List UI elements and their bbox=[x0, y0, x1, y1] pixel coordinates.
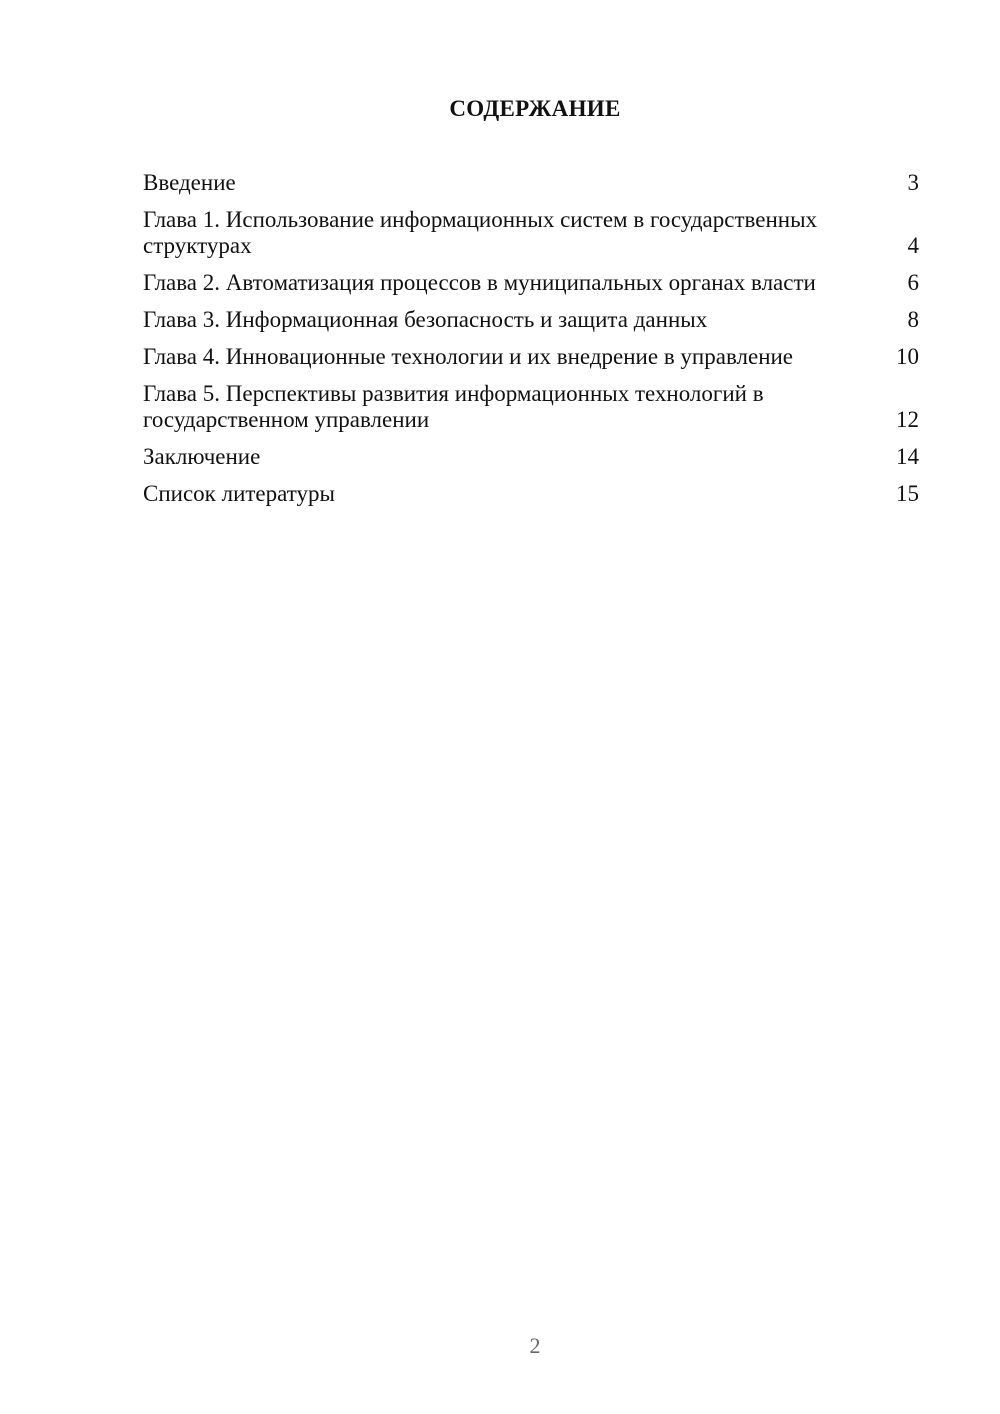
toc-entry-page: 8 bbox=[907, 307, 919, 332]
toc-entry-page: 3 bbox=[907, 170, 919, 195]
toc-entry-label: Глава 4. Инновационные технологии и их внедрение в управление bbox=[143, 344, 794, 369]
page-number: 2 bbox=[529, 1333, 541, 1358]
page-title: СОДЕРЖАНИЕ bbox=[449, 96, 621, 121]
toc-entry-label: Глава 5. Перспективы развития информационных технологий в государственном управлении bbox=[143, 381, 764, 432]
toc-entry-chapter-4 bbox=[143, 344, 919, 370]
toc-entry-label: Заключение bbox=[143, 444, 261, 469]
toc-entry-label: Глава 3. Информационная безопасность и защита данных bbox=[143, 307, 708, 332]
toc-entry-chapter-1 bbox=[143, 207, 919, 259]
toc-entry-page: 4 bbox=[907, 233, 919, 258]
toc-entry-chapter-3 bbox=[143, 307, 919, 333]
toc-entry-label: Список литературы bbox=[143, 481, 335, 506]
toc-entry-label: Введение bbox=[143, 170, 236, 195]
toc-entry-page: 6 bbox=[907, 270, 919, 295]
toc-entry-introduction bbox=[143, 170, 919, 196]
toc-entry-references bbox=[143, 481, 919, 507]
toc-entry-page: 14 bbox=[896, 444, 919, 469]
toc-entry-page: 15 bbox=[896, 481, 919, 506]
table-of-contents bbox=[143, 170, 919, 518]
toc-entry-label: Глава 2. Автоматизация процессов в муниципальных органах власти bbox=[143, 270, 816, 295]
toc-entry-conclusion bbox=[143, 444, 919, 470]
toc-entry-page: 12 bbox=[896, 407, 919, 432]
toc-entry-chapter-5 bbox=[143, 381, 919, 433]
toc-entry-chapter-2 bbox=[143, 270, 919, 296]
toc-entry-label: Глава 1. Использование информационных систем в государственных структурах bbox=[143, 207, 818, 258]
toc-entry-page: 10 bbox=[896, 344, 919, 369]
